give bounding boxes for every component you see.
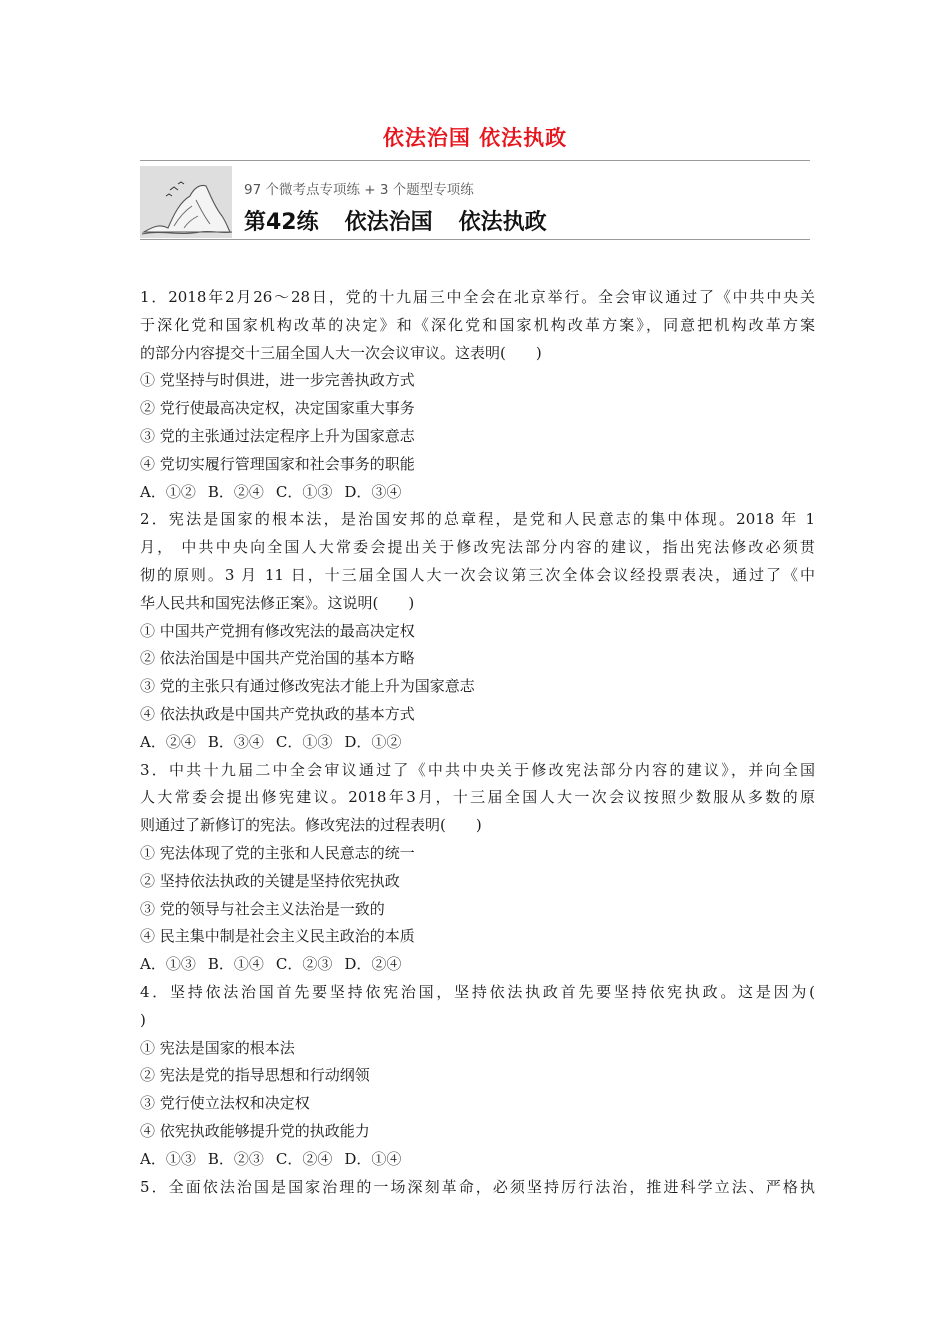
option-d: D．①④ — [344, 1149, 402, 1168]
option-a: A．①③ — [140, 1149, 196, 1168]
question-1-options — [140, 479, 815, 507]
option-b: B．③④ — [207, 732, 264, 751]
option-a: A．①② — [140, 482, 196, 501]
option-c: C．②③ — [275, 955, 333, 974]
question-1-item-1: ① 党坚持与时俱进，进一步完善执政方式 — [140, 371, 415, 390]
question-5-stem-1: 5．全面依法治国是国家治理的一场深刻革命，必须坚持厉行法治，推进科学立法、严格执 — [140, 1177, 815, 1196]
question-2-item-2: ② 依法治国是中国共产党治国的基本方略 — [140, 649, 415, 668]
option-d: D．③④ — [344, 482, 402, 501]
option-c: C．①③ — [275, 732, 333, 751]
option-a: A．②④ — [140, 732, 196, 751]
option-b: B．①④ — [207, 955, 264, 974]
option-c: C．②④ — [275, 1149, 333, 1168]
header-top-rule — [140, 160, 810, 161]
lesson-heading — [244, 205, 547, 236]
question-3-options — [140, 951, 815, 979]
question-3-stem-1: 3．中共十九届二中全会审议通过了《中共中央关于修改宪法部分内容的建议》，并向全国 — [140, 760, 815, 779]
question-1-stem-1: 1．2018年2月26～28日，党的十九届三中全会在北京举行。全会审议通过了《中共中央关 — [140, 288, 815, 306]
question-1-item-3: ③ 党的主张通过法定程序上升为国家意志 — [140, 426, 415, 445]
question-2-stem-1: 2．宪法是国家的根本法，是治国安邦的总章程，是党和人民意志的集中体现。2018 年 1 — [140, 510, 815, 529]
question-2-stem-2: 月， 中共中央向全国人大常委会提出关于修改宪法部分内容的建议，指出宪法修改必须贯 — [140, 538, 815, 557]
question-4-stem-2: ) — [140, 1010, 146, 1029]
header-bottom-rule — [140, 239, 810, 240]
option-d: D．①② — [344, 732, 402, 751]
option-b: B．②④ — [207, 482, 264, 501]
question-list — [140, 284, 815, 1201]
page-title: 依法治国 依法执政 — [382, 126, 568, 150]
lesson-topic-b: 依法执政 — [458, 210, 547, 235]
question-4-stem-1: 4．坚持依法治国首先要坚持依宪治国，坚持依法执政首先要坚持依宪执政。这是因为( — [140, 982, 815, 1001]
option-b: B．②③ — [207, 1149, 264, 1168]
question-1-item-4: ④ 党切实履行管理国家和社会事务的职能 — [140, 454, 415, 473]
question-2-stem-4: 华人民共和国宪法修正案》。这说明( ) — [140, 593, 415, 612]
mountain-logo — [140, 166, 232, 238]
question-3-item-1: ① 宪法体现了党的主张和人民意志的统一 — [140, 843, 415, 862]
question-1-item-2: ② 党行使最高决定权，决定国家重大事务 — [140, 399, 415, 418]
question-2-item-4: ④ 依法执政是中国共产党执政的基本方式 — [140, 704, 415, 723]
option-c: C．①③ — [275, 482, 333, 501]
option-d: D．②④ — [344, 955, 402, 974]
question-4-options — [140, 1146, 815, 1174]
question-4-item-2: ② 宪法是党的指导思想和行动纲领 — [140, 1066, 370, 1085]
lesson-number: 第42练 — [244, 210, 319, 235]
question-3-item-3: ③ 党的领导与社会主义法治是一致的 — [140, 899, 385, 918]
question-4-item-3: ③ 党行使立法权和决定权 — [140, 1094, 310, 1113]
series-subtitle: 97 个微考点专项练 + 3 个题型专项练 — [244, 182, 474, 198]
question-4-item-4: ④ 依宪执政能够提升党的执政能力 — [140, 1121, 370, 1140]
option-a: A．①③ — [140, 955, 196, 974]
question-2-stem-3: 彻的原则。3 月 11 日，十三届全国人大一次会议第三次全体会议经投票表决，通过了《中 — [140, 565, 815, 584]
question-4-item-1: ① 宪法是国家的根本法 — [140, 1038, 295, 1057]
question-1-stem-2: 于深化党和国家机构改革的决定》和《深化党和国家机构改革方案》，同意把机构改革方案 — [140, 315, 815, 334]
lesson-topic-a: 依法治国 — [344, 210, 433, 235]
question-3-item-2: ② 坚持依法执政的关键是坚持依宪执政 — [140, 871, 400, 890]
question-3-stem-2: 人大常委会提出修宪建议。2018年3月，十三届全国人大一次会议按照少数服从多数的原 — [140, 788, 815, 807]
question-1-stem-3: 的部分内容提交十三届全国人大一次会议审议。这表明( ) — [140, 343, 542, 362]
question-2-options — [140, 729, 815, 757]
question-3-stem-3: 则通过了新修订的宪法。修改宪法的过程表明( ) — [140, 816, 482, 835]
question-2-item-1: ① 中国共产党拥有修改宪法的最高决定权 — [140, 621, 415, 640]
question-3-item-4: ④ 民主集中制是社会主义民主政治的本质 — [140, 927, 415, 946]
question-2-item-3: ③ 党的主张只有通过修改宪法才能上升为国家意志 — [140, 677, 475, 696]
